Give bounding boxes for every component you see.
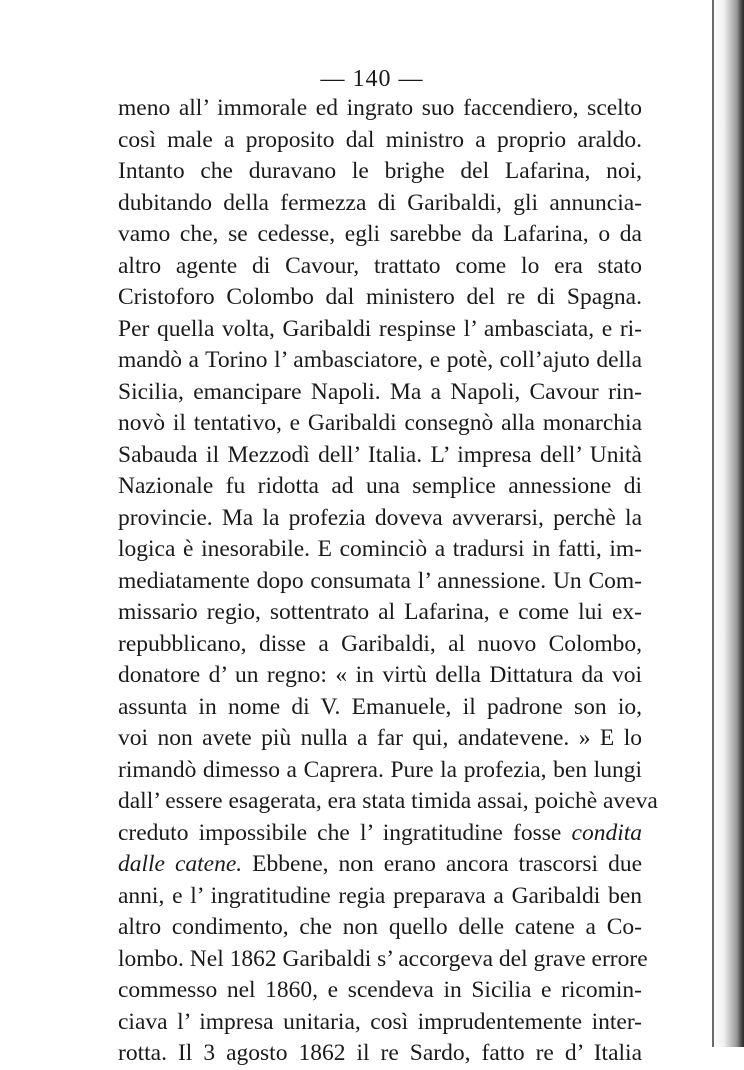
text-line: meno all’ immorale ed ingrato suo faccendiero, scelto: [118, 95, 642, 121]
body-text: [118, 93, 658, 1070]
text-line: mandò a Torino l’ ambasciatore, e potè, coll’ajuto della: [118, 347, 642, 373]
text-line: altro agente di Cavour, trattato come lo era stato: [118, 252, 642, 279]
page-number: — 140 —: [320, 66, 424, 92]
text-line: Cristoforo Colombo dal ministero del re di Spagna.: [118, 284, 642, 310]
text-line: commesso nel 1860, e scendeva in Sicilia e ricomin-: [118, 977, 642, 1003]
text-line: dubitando della fermezza di Garibaldi, gli annuncia-: [118, 189, 642, 216]
italic-phrase: dalle catene.: [118, 851, 243, 877]
text-line: Sabauda il Mezzodì dell’ Italia. L’ impresa dell’ Unità: [118, 441, 642, 468]
page-edge-shadow: [710, 0, 744, 1047]
text-line: missario regio, sottentrato al Lafarina, e come lui ex-: [118, 599, 642, 625]
text-line: Intanto che duravano le brighe del Lafarina, noi,: [118, 158, 642, 184]
text-line: altro condimento, che non quello delle catene a Co-: [118, 914, 642, 940]
text-segment: Ebbene, non erano ancora trascorsi due: [242, 851, 643, 877]
text-line-mixed: [118, 849, 642, 881]
text-line: mediatamente dopo consumata l’ annessione. Un Com-: [118, 567, 642, 594]
text-line: Sicilia, emancipare Napoli. Ma a Napoli, Cavour rin-: [118, 378, 642, 405]
text-line: lombo. Nel 1862 Garibaldi s’ accorgeva del grave errore: [118, 945, 648, 972]
text-line-mixed: [118, 818, 642, 850]
text-line: assunta in nome di V. Emanuele, il padrone son io,: [118, 693, 642, 720]
text-line: provincie. Ma la profezia doveva avverarsi, perchè la: [118, 504, 642, 531]
text-line: repubblicano, disse a Garibaldi, al nuovo Colombo,: [118, 630, 642, 657]
italic-phrase: condita: [571, 819, 643, 846]
text-line: donatore d’ un regno: « in virtù della Dittatura da voi: [118, 662, 642, 688]
text-line: logica è inesorabile. E cominciò a tradursi in fatti, im-: [118, 536, 642, 562]
text-line: Nazionale fu ridotta ad una semplice annessione di: [118, 473, 642, 499]
page-edge-line: [712, 0, 714, 1047]
text-line: così male a proposito dal ministro a proprio araldo.: [118, 126, 642, 153]
text-line: Per quella volta, Garibaldi respinse l’ ambasciata, e ri-: [118, 315, 642, 342]
text-line: rimandò dimesso a Caprera. Pure la profezia, ben lungi: [118, 756, 642, 783]
text-line: ciava l’ impresa unitaria, così imprudentemente inter-: [118, 1008, 642, 1035]
text-line: rotta. Il 3 agosto 1862 il re Sardo, fatto re d’ Italia: [118, 1040, 642, 1066]
text-segment: creduto impossibile che l’ ingratitudine fosse: [118, 819, 562, 846]
text-line: novò il tentativo, e Garibaldi consegnò alla monarchia: [118, 410, 642, 436]
text-line: anni, e l’ ingratitudine regia preparava a Garibaldi ben: [118, 882, 642, 909]
text-line: dall’ essere esagerata, era stata timida assai, poichè aveva: [118, 788, 658, 814]
text-line: vamo che, se cedesse, egli sarebbe da Lafarina, o da: [118, 221, 642, 247]
text-line: voi non avete più nulla a far qui, andatevene. » E lo: [118, 725, 642, 751]
